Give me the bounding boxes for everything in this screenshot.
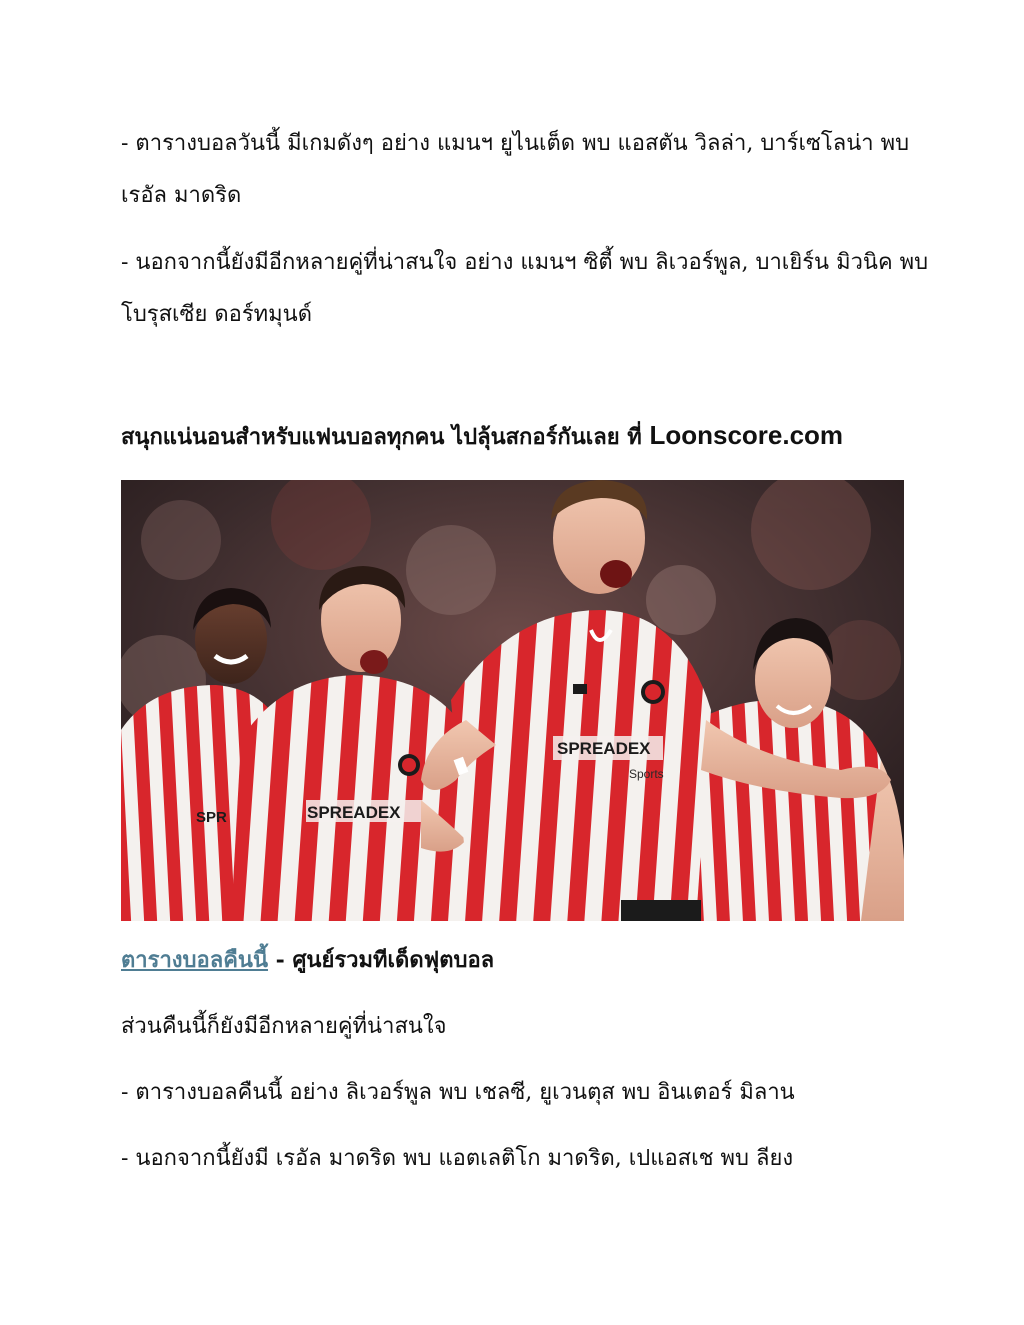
promo-text: สนุกแน่นอนสำหรับแฟนบอลทุกคน ไปลุ้นสกอร์กันเลย ที่ (121, 424, 650, 450)
sponsor-text-center: SPREADEX (557, 739, 651, 758)
paragraph-2-line-1: - นอกจากนี้ยังมีอีกหลายคู่ที่น่าสนใจ อย่าง แมนฯ ซิตี้ พบ ลิเวอร์พูล, บาเยิร์น มิวนิค พบ (121, 250, 929, 275)
football-celebration-photo (121, 480, 904, 921)
sponsor-sub-center: Sports (629, 767, 664, 781)
paragraph-2-line-2: โบรุสเซีย ดอร์ทมุนด์ (121, 302, 313, 327)
tonight-schedule-link[interactable]: ตารางบอลคืนนี้ (121, 947, 269, 973)
section-intro: ส่วนคืนนี้ก็ยังมีอีกหลายคู่ที่น่าสนใจ (121, 1014, 447, 1039)
promo-line (121, 420, 843, 452)
sponsor-partial-left: SPR (196, 809, 227, 826)
section-heading (121, 945, 494, 975)
section-bullet-2: - นอกจากนี้ยังมี เรอัล มาดริด พบ แอตเลติโก มาดริด, เปแอสเช พบ ลียง (121, 1146, 794, 1171)
section-bullet-1: - ตารางบอลคืนนี้ อย่าง ลิเวอร์พูล พบ เชลซี, ยูเวนตุส พบ อินเตอร์ มิลาน (121, 1080, 795, 1105)
paragraph-1-line-2: เรอัล มาดริด (121, 183, 242, 208)
promo-site-name: Loonscore.com (649, 420, 844, 450)
sponsor-text-middle-left: SPREADEX (307, 803, 401, 822)
paragraph-1-line-1: - ตารางบอลวันนี้ มีเกมดังๆ อย่าง แมนฯ ยูไนเต็ด พบ แอสตัน วิลล่า, บาร์เซโลน่า พบ (121, 131, 910, 156)
section-heading-rest: - ศูนย์รวมทีเด็ดฟุตบอล (268, 947, 495, 973)
